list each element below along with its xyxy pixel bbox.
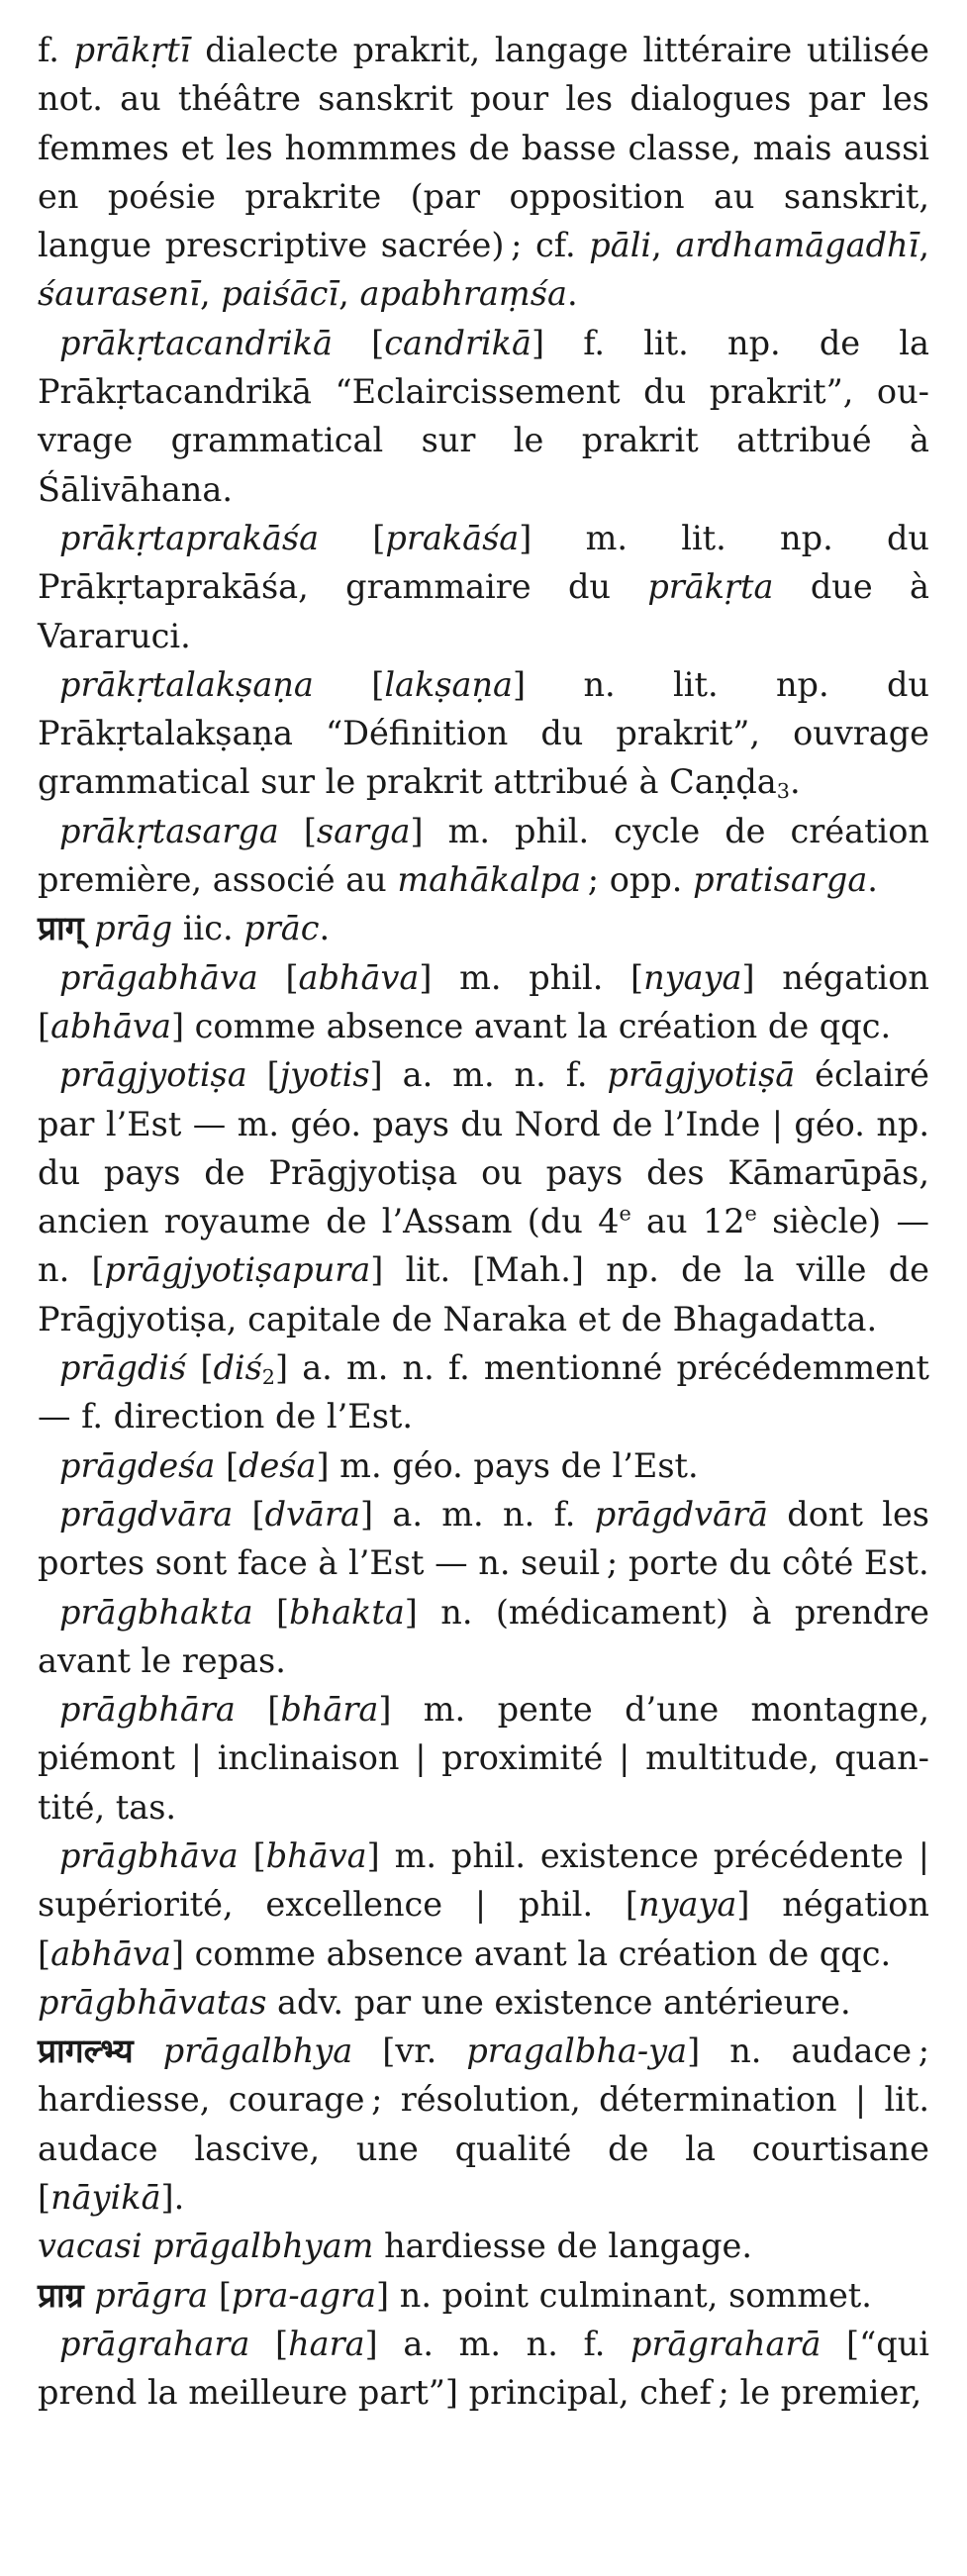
entry-italic-term: prāgjyotiṣapura [104,1250,371,1290]
entry-text: [ [186,1348,214,1388]
entry-text: , [338,274,360,314]
entry-italic-term: abhāva [50,1933,171,1973]
entry-text: [ [278,811,317,850]
entry-text: dialecte prakrit, langage littéraire utilisée not. au théâtre sanskrit pour les dialogues par les femmes et les hommmes de basse classe, mais aussi en poésie prakrite (par opposition au sanskrit, langue prescriptive sacrée) ; cf. [38,31,929,265]
entry-text: ] a. m. n. f. [359,1494,595,1534]
entry-text: [ [332,323,385,362]
entry-italic-term: prākṛtalakṣaṇa [59,664,314,704]
entry-text: ] m. pente d’une montagne, piémont | inclinaison | proximité | multitude, quantité, tas. [38,1690,929,1827]
entry-text: ] négation [ [38,957,929,1045]
dictionary-entry-prakrti [38,26,929,319]
entry-text: siècle) — n. [ [38,1202,930,1290]
dictionary-entry-pragalbhya [38,2027,929,2222]
entry-italic-term: abhāva [298,957,420,997]
entry-italic-term: prākṛtī [73,31,191,69]
dictionary-entry-prag [38,904,929,952]
entry-text: [ [246,1055,280,1095]
entry-italic-term: abhāva [50,1006,171,1045]
entry-italic-term: prāgbhāra [59,1690,236,1730]
entry-text: ] n. audace ; hardiesse, courage ; résolution, détermination | lit. audace lascive, une qualité de la courtisane [ [38,2031,929,2218]
entry-text: [ [238,1835,266,1875]
entry-italic-term: prāgrahara [59,2324,250,2363]
entry-text: ] comme absence avant la création de qqc. [170,1006,892,1045]
entry-text: due à Vararuci. [38,567,929,655]
entry-italic-term: nāyikā [50,2178,161,2218]
entry-text: [ [233,1494,265,1534]
superscript: e [619,1201,631,1226]
entry-text: ] a. m. n. f. [369,1055,608,1095]
entry-text: [ [208,2275,232,2315]
entry-italic-term: deśa [239,1445,317,1485]
entry-italic-term: candrikā [384,323,532,362]
dictionary-entry-pragbhava [38,1832,929,1978]
entry-italic-term: prāgra [94,2275,209,2315]
entry-italic-term: apabhraṃśa [359,274,567,314]
entry-italic-term: mahākalpa [397,860,582,900]
entry-text: . [867,860,878,900]
entry-text: [“qui prend la meilleure part”] principal, chef ; le premier, [38,2324,929,2413]
entry-text: ] m. phil. cycle de création première, associé au [38,811,930,900]
entry-text: ] n. (médicament) à prendre avant le repas. [38,1592,929,1680]
dictionary-entry-pragdesa [38,1441,929,1490]
entry-text: ] m. phil. [ [419,957,644,997]
entry-italic-term: vacasi prāgalbhyam [38,2227,374,2266]
dictionary-entry-pragdvara [38,1490,929,1588]
entry-italic-term: prāc [243,909,320,948]
entry-text: ]. [160,2178,185,2218]
entry-text: ] n. point culminant, sommet. [376,2275,872,2315]
entry-text: [ [235,1690,281,1730]
entry-italic-term: prākṛtaprakāśa [59,518,320,557]
entry-text: . [566,274,578,314]
entry-italic-term: lakṣaṇa [384,664,514,704]
devanagari-headword: प्राग् [38,909,84,948]
dictionary-entry-vacasi [38,2222,929,2270]
entry-italic-term: prākṛtasarga [59,811,279,850]
entry-text: ] lit. [Mah.] np. de la ville de Prāgjyotiṣa, capitale de Naraka et de Bhagadatta. [38,1250,929,1338]
entry-text: dont les portes sont face à l’Est — n. seuil ; porte du côté Est. [38,1494,929,1583]
dictionary-entry-prakrtaprakasa [38,514,929,660]
entry-text: , [651,226,676,265]
entry-text [84,909,95,947]
entry-text: , [919,226,929,265]
entry-italic-term: pragalbha-ya [466,2031,688,2071]
entry-italic-term: prakāśa [385,518,520,557]
subscript: 2 [261,1365,276,1390]
entry-italic-term: nyaya [638,1885,737,1925]
entry-text: ] a. m. n. f. [364,2324,631,2363]
entry-text: [ [252,1592,290,1632]
entry-italic-term: ardhamāgadhī [675,226,919,265]
entry-italic-term: jyotis [279,1055,370,1095]
entry-text: [ [249,2324,289,2363]
dictionary-entry-pragra [38,2271,929,2320]
dictionary-entry-pragabhava [38,953,929,1051]
dictionary-entry-prakrtacandrika [38,319,929,514]
entry-text: hardiesse de langage. [373,2227,753,2266]
entry-italic-term: prāgbhakta [59,1592,253,1632]
dictionary-entry-pragjyotisa [38,1050,929,1343]
dictionary-entry-pragbhavatas [38,1978,929,2027]
entry-text: ] n. lit. np. du Prākṛtalakṣaṇa “Définition du prakrit”, ouvrage grammatical sur le prakrit attribué à Caṇḍa [38,664,929,802]
entry-text: ] m. phil. existence précédente | supériorité, excellence | phil. [ [38,1835,929,1925]
entry-italic-term: prāgdvāra [59,1494,234,1534]
entry-italic-term: nyaya [643,957,742,997]
superscript: e [744,1201,757,1226]
entry-italic-term: bhāra [280,1690,379,1730]
subscript: 3 [776,779,790,804]
entry-text: , [200,274,222,314]
entry-text: ] a. m. n. f. mentionné précédemment — f. direction de l’Est. [38,1348,929,1437]
entry-italic-term: sarga [316,811,411,850]
entry-italic-term: prāgjyotiṣā [607,1055,796,1095]
entry-italic-term: prākṛtacandrikā [59,323,333,362]
entry-text: ] f. lit. np. de la Prākṛtacandrikā “Eclaircissement du prakrit”, ouvrage grammatical sur le prakrit attribué à Śālivāhana. [38,323,929,509]
entry-text: [vr. [352,2031,467,2071]
entry-italic-term: prāgabhāva [59,957,258,997]
entry-italic-term: diś [213,1348,262,1388]
devanagari-headword: प्राग्र [38,2275,84,2315]
entry-text: [ [319,518,386,557]
entry-italic-term: prāgbhāvatas [38,1982,267,2022]
entry-italic-term: prāgjyotiṣa [59,1055,247,1095]
entry-text: au 12 [630,1202,745,1241]
entry-italic-term: pāli [589,226,652,265]
entry-text: ] m. géo. pays de l’Est. [316,1445,699,1485]
entry-text: ; opp. [581,860,694,900]
entry-text: [ [257,957,299,997]
dictionary-entry-pragbhara [38,1685,929,1832]
entry-text: . [789,762,801,802]
entry-text: [ [313,664,385,704]
entry-text [134,2031,163,2070]
entry-list [38,26,929,2418]
entry-italic-term: prākṛta [647,567,774,607]
entry-text: iic. [172,909,244,948]
entry-text: ] m. lit. np. du Prākṛtaprakāśa, grammaire du [38,518,929,607]
entry-italic-term: paiśācī [221,274,339,314]
entry-text: . [319,909,331,948]
dictionary-entry-prakrtalaksana [38,660,929,807]
dictionary-entry-pragbhakta [38,1588,929,1686]
entry-italic-term: prāgdvārā [594,1494,768,1534]
entry-text: adv. par une existence antérieure. [266,1982,851,2022]
entry-italic-term: bhakta [289,1592,405,1632]
entry-italic-term: prāg [94,909,173,948]
entry-italic-term: prāgbhāva [59,1835,239,1875]
entry-italic-term: pra-agra [231,2275,377,2315]
entry-text: ] comme absence avant la création de qqc. [170,1933,892,1973]
entry-italic-term: prāgdeśa [59,1445,216,1485]
entry-text: f. [38,31,74,69]
dictionary-entry-pragdis [38,1343,929,1441]
entry-text: ] négation [ [38,1885,929,1973]
entry-text: éclairé par l’Est — m. géo. pays du Nord de l’Inde | géo. np. du pays de Prāgjyotiṣa ou pays des Kāmarūpās, ancien royaume de l’Assam (du 4 [38,1055,930,1241]
entry-text: [ [215,1445,240,1485]
devanagari-headword: प्रागल्भ्य [38,2031,134,2071]
entry-italic-term: pratisarga [693,860,868,900]
entry-italic-term: prāgalbhya [162,2031,353,2071]
entry-italic-term: prāgdiś [59,1348,187,1388]
entry-text [84,2276,95,2315]
entry-italic-term: hara [288,2324,365,2363]
entry-italic-term: prāgraharā [630,2324,822,2363]
dictionary-entry-pragrahara [38,2320,929,2418]
dictionary-entry-prakrtasarga [38,807,929,905]
entry-italic-term: dvāra [264,1494,360,1534]
entry-italic-term: śaurasenī [38,274,201,314]
entry-italic-term: bhāva [265,1835,367,1875]
